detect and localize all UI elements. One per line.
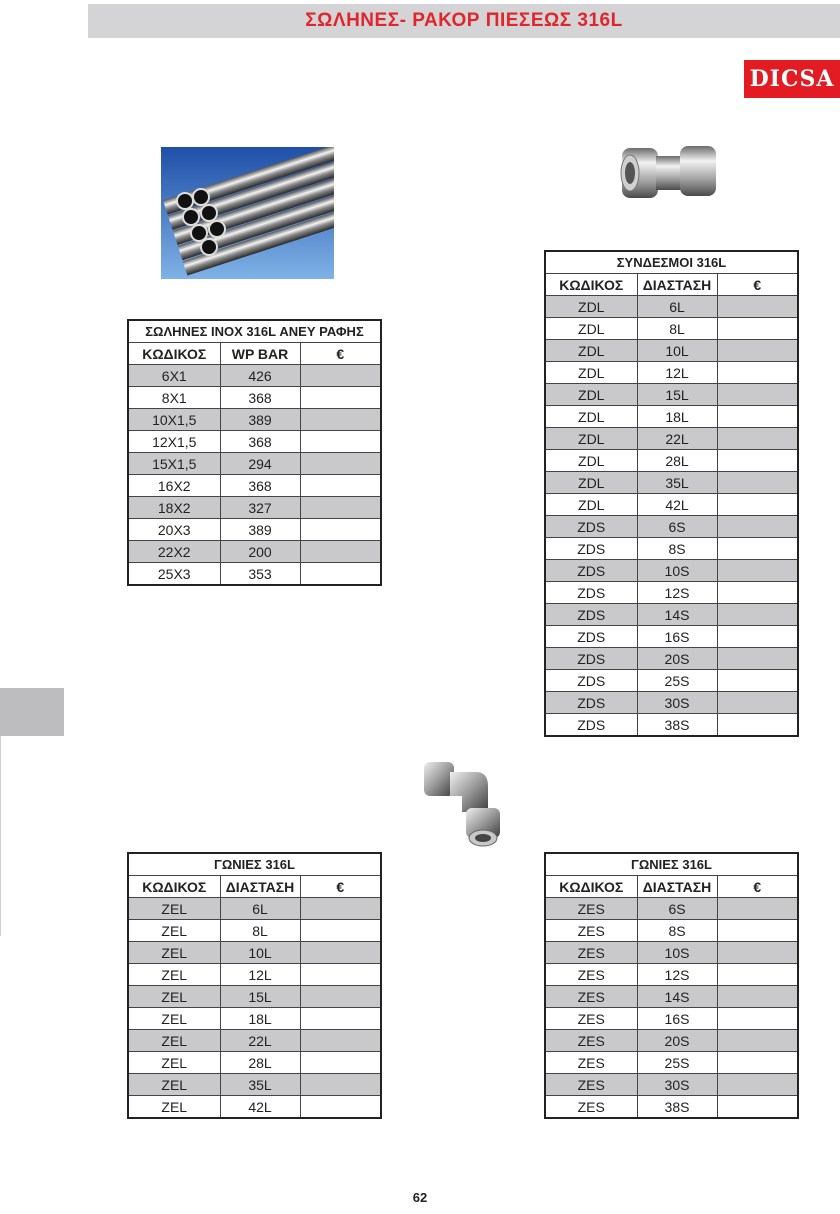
price-cell <box>717 428 798 450</box>
pipes-table <box>127 319 382 586</box>
column-header: WP BAR <box>220 343 300 365</box>
size-cell: 389 <box>220 409 300 431</box>
table-row <box>545 362 798 384</box>
price-cell <box>300 1030 381 1052</box>
table-row <box>545 942 798 964</box>
table-row <box>545 920 798 942</box>
code-cell: 15X1,5 <box>128 453 220 475</box>
table-row <box>128 563 381 586</box>
table-row <box>128 519 381 541</box>
size-cell: 22L <box>220 1030 300 1052</box>
size-cell: 368 <box>220 387 300 409</box>
price-cell <box>717 670 798 692</box>
table-row <box>545 692 798 714</box>
size-cell: 25S <box>637 670 717 692</box>
table-title: ΣΥΝΔΕΣΜΟΙ 316L <box>545 251 798 274</box>
code-cell: ZDS <box>545 714 637 737</box>
price-cell <box>717 942 798 964</box>
page-header-bar <box>88 4 840 38</box>
price-cell <box>300 519 381 541</box>
table-row <box>545 1074 798 1096</box>
price-cell <box>717 898 798 920</box>
column-header: € <box>300 343 381 365</box>
size-cell: 200 <box>220 541 300 563</box>
stainless-pipes-image <box>161 147 334 279</box>
code-cell: ZDS <box>545 516 637 538</box>
code-cell: ZEL <box>128 964 220 986</box>
code-cell: ZEL <box>128 1030 220 1052</box>
table-row <box>128 475 381 497</box>
column-header: ΚΩΔΙΚΟΣ <box>128 343 220 365</box>
table-row <box>545 538 798 560</box>
table-row <box>545 1052 798 1074</box>
price-cell <box>717 516 798 538</box>
table-row <box>128 387 381 409</box>
code-cell: ZDS <box>545 560 637 582</box>
code-cell: ZDL <box>545 318 637 340</box>
price-cell <box>300 1074 381 1096</box>
code-cell: ZES <box>545 942 637 964</box>
price-cell <box>717 986 798 1008</box>
size-cell: 16S <box>637 626 717 648</box>
price-cell <box>717 582 798 604</box>
table-row <box>128 409 381 431</box>
price-cell <box>717 406 798 428</box>
elbows-l-table <box>127 852 382 1119</box>
size-cell: 14S <box>637 986 717 1008</box>
table-row <box>545 406 798 428</box>
price-cell <box>300 541 381 563</box>
table-row <box>545 560 798 582</box>
column-header: € <box>300 876 381 898</box>
table-row <box>128 1074 381 1096</box>
size-cell: 42L <box>637 494 717 516</box>
size-cell: 8L <box>637 318 717 340</box>
code-cell: ZDL <box>545 406 637 428</box>
table-row <box>545 1096 798 1119</box>
price-cell <box>717 648 798 670</box>
code-cell: 16X2 <box>128 475 220 497</box>
size-cell: 8S <box>637 538 717 560</box>
column-header: ΚΩΔΙΚΟΣ <box>545 274 637 296</box>
table-row <box>545 1030 798 1052</box>
code-cell: ZES <box>545 1052 637 1074</box>
table-row <box>545 648 798 670</box>
column-header: ΔΙΑΣΤΑΣΗ <box>220 876 300 898</box>
code-cell: 20X3 <box>128 519 220 541</box>
size-cell: 38S <box>637 714 717 737</box>
code-cell: ZDL <box>545 384 637 406</box>
code-cell: ZDS <box>545 538 637 560</box>
code-cell: ZDL <box>545 362 637 384</box>
table-title: ΓΩΝΙΕΣ 316L <box>128 853 381 876</box>
column-header: ΚΩΔΙΚΟΣ <box>545 876 637 898</box>
size-cell: 30S <box>637 1074 717 1096</box>
size-cell: 8S <box>637 920 717 942</box>
price-cell <box>717 714 798 737</box>
size-cell: 25S <box>637 1052 717 1074</box>
code-cell: ZEL <box>128 1052 220 1074</box>
code-cell: ZDL <box>545 428 637 450</box>
size-cell: 14S <box>637 604 717 626</box>
size-cell: 18L <box>220 1008 300 1030</box>
code-cell: 25X3 <box>128 563 220 586</box>
table-row <box>545 516 798 538</box>
size-cell: 10S <box>637 560 717 582</box>
size-cell: 6S <box>637 516 717 538</box>
table-row <box>128 453 381 475</box>
size-cell: 389 <box>220 519 300 541</box>
code-cell: ZES <box>545 920 637 942</box>
size-cell: 426 <box>220 365 300 387</box>
union-fitting-image <box>608 136 728 212</box>
table-row <box>128 1052 381 1074</box>
elbow-fitting-image <box>410 752 502 854</box>
code-cell: ZEL <box>128 920 220 942</box>
price-cell <box>717 1030 798 1052</box>
code-cell: 12X1,5 <box>128 431 220 453</box>
code-cell: ZEL <box>128 986 220 1008</box>
price-cell <box>717 560 798 582</box>
code-cell: ZDS <box>545 626 637 648</box>
table-title: ΓΩΝΙΕΣ 316L <box>545 853 798 876</box>
price-cell <box>717 472 798 494</box>
table-row <box>128 920 381 942</box>
code-cell: ZDS <box>545 604 637 626</box>
table-row <box>128 431 381 453</box>
table-row <box>545 472 798 494</box>
side-section-tab <box>0 688 64 736</box>
size-cell: 35L <box>637 472 717 494</box>
code-cell: ZDS <box>545 670 637 692</box>
price-cell <box>300 475 381 497</box>
price-cell <box>717 1008 798 1030</box>
price-cell <box>300 453 381 475</box>
code-cell: 22X2 <box>128 541 220 563</box>
price-cell <box>717 340 798 362</box>
price-cell <box>717 384 798 406</box>
code-cell: ZEL <box>128 898 220 920</box>
size-cell: 6S <box>637 898 717 920</box>
size-cell: 10L <box>220 942 300 964</box>
price-cell <box>717 494 798 516</box>
price-cell <box>717 604 798 626</box>
code-cell: 18X2 <box>128 497 220 519</box>
table-row <box>545 604 798 626</box>
price-cell <box>300 920 381 942</box>
size-cell: 38S <box>637 1096 717 1119</box>
size-cell: 12L <box>637 362 717 384</box>
table-row <box>128 942 381 964</box>
size-cell: 16S <box>637 1008 717 1030</box>
size-cell: 6L <box>220 898 300 920</box>
size-cell: 35L <box>220 1074 300 1096</box>
price-cell <box>717 626 798 648</box>
price-cell <box>300 387 381 409</box>
code-cell: ZEL <box>128 1096 220 1119</box>
logo-text: DICSA <box>749 66 835 92</box>
page-number: 62 <box>412 1190 428 1205</box>
price-cell <box>300 942 381 964</box>
code-cell: ZEL <box>128 942 220 964</box>
code-cell: ZDL <box>545 296 637 318</box>
code-cell: ZDS <box>545 692 637 714</box>
unions-table <box>544 250 799 737</box>
column-header: € <box>717 876 798 898</box>
code-cell: ZES <box>545 1030 637 1052</box>
table-row <box>545 384 798 406</box>
price-cell <box>717 538 798 560</box>
column-header: ΔΙΑΣΤΑΣΗ <box>637 876 717 898</box>
price-cell <box>717 362 798 384</box>
price-cell <box>717 1096 798 1119</box>
price-cell <box>300 898 381 920</box>
table-row <box>128 964 381 986</box>
size-cell: 10S <box>637 942 717 964</box>
column-header: ΚΩΔΙΚΟΣ <box>128 876 220 898</box>
code-cell: ZES <box>545 898 637 920</box>
price-cell <box>717 964 798 986</box>
code-cell: ZDS <box>545 582 637 604</box>
size-cell: 294 <box>220 453 300 475</box>
code-cell: ZDL <box>545 494 637 516</box>
size-cell: 30S <box>637 692 717 714</box>
code-cell: ZES <box>545 1096 637 1119</box>
size-cell: 42L <box>220 1096 300 1119</box>
code-cell: ZES <box>545 986 637 1008</box>
table-row <box>545 428 798 450</box>
table-row <box>128 1008 381 1030</box>
size-cell: 15L <box>220 986 300 1008</box>
table-row <box>545 494 798 516</box>
table-row <box>128 1030 381 1052</box>
table-row <box>545 1008 798 1030</box>
table-row <box>545 626 798 648</box>
table-row <box>545 670 798 692</box>
price-cell <box>300 1096 381 1119</box>
column-header: ΔΙΑΣΤΑΣΗ <box>637 274 717 296</box>
elbows-s-table <box>544 852 799 1119</box>
price-cell <box>300 409 381 431</box>
table-row <box>128 898 381 920</box>
code-cell: ZEL <box>128 1074 220 1096</box>
price-cell <box>717 692 798 714</box>
table-row <box>545 450 798 472</box>
table-row <box>128 365 381 387</box>
code-cell: ZES <box>545 1008 637 1030</box>
price-cell <box>717 1074 798 1096</box>
size-cell: 368 <box>220 475 300 497</box>
price-cell <box>717 296 798 318</box>
table-row <box>128 541 381 563</box>
table-row <box>545 340 798 362</box>
price-cell <box>300 431 381 453</box>
size-cell: 20S <box>637 648 717 670</box>
size-cell: 8L <box>220 920 300 942</box>
size-cell: 28L <box>220 1052 300 1074</box>
page-title: ΣΩΛΗΝΕΣ- ΡΑΚΟΡ ΠΙΕΣΕΩΣ 316L <box>305 10 623 31</box>
size-cell: 6L <box>637 296 717 318</box>
code-cell: ZDL <box>545 472 637 494</box>
price-cell <box>300 986 381 1008</box>
size-cell: 15L <box>637 384 717 406</box>
column-header: € <box>717 274 798 296</box>
table-row <box>545 318 798 340</box>
price-cell <box>717 450 798 472</box>
size-cell: 12S <box>637 582 717 604</box>
price-cell <box>300 365 381 387</box>
table-row <box>128 986 381 1008</box>
size-cell: 12S <box>637 964 717 986</box>
code-cell: ZES <box>545 964 637 986</box>
size-cell: 327 <box>220 497 300 519</box>
size-cell: 368 <box>220 431 300 453</box>
table-row <box>128 1096 381 1119</box>
table-title: ΣΩΛΗΝΕΣ INOX 316L ΑΝΕΥ ΡΑΦΗΣ <box>128 320 381 343</box>
table-row <box>545 986 798 1008</box>
size-cell: 10L <box>637 340 717 362</box>
table-row <box>545 296 798 318</box>
table-row <box>545 582 798 604</box>
code-cell: ZEL <box>128 1008 220 1030</box>
size-cell: 18L <box>637 406 717 428</box>
size-cell: 28L <box>637 450 717 472</box>
code-cell: ZDS <box>545 648 637 670</box>
code-cell: ZES <box>545 1074 637 1096</box>
price-cell <box>717 920 798 942</box>
code-cell: 6X1 <box>128 365 220 387</box>
size-cell: 12L <box>220 964 300 986</box>
dicsa-logo <box>744 60 840 98</box>
table-row <box>128 497 381 519</box>
code-cell: 8X1 <box>128 387 220 409</box>
table-row <box>545 898 798 920</box>
price-cell <box>717 1052 798 1074</box>
table-row <box>545 714 798 737</box>
price-cell <box>300 1008 381 1030</box>
size-cell: 22L <box>637 428 717 450</box>
price-cell <box>300 497 381 519</box>
code-cell: ZDL <box>545 340 637 362</box>
code-cell: ZDL <box>545 450 637 472</box>
price-cell <box>300 964 381 986</box>
side-divider <box>0 736 1 936</box>
price-cell <box>717 318 798 340</box>
price-cell <box>300 563 381 586</box>
size-cell: 353 <box>220 563 300 586</box>
code-cell: 10X1,5 <box>128 409 220 431</box>
price-cell <box>300 1052 381 1074</box>
table-row <box>545 964 798 986</box>
size-cell: 20S <box>637 1030 717 1052</box>
